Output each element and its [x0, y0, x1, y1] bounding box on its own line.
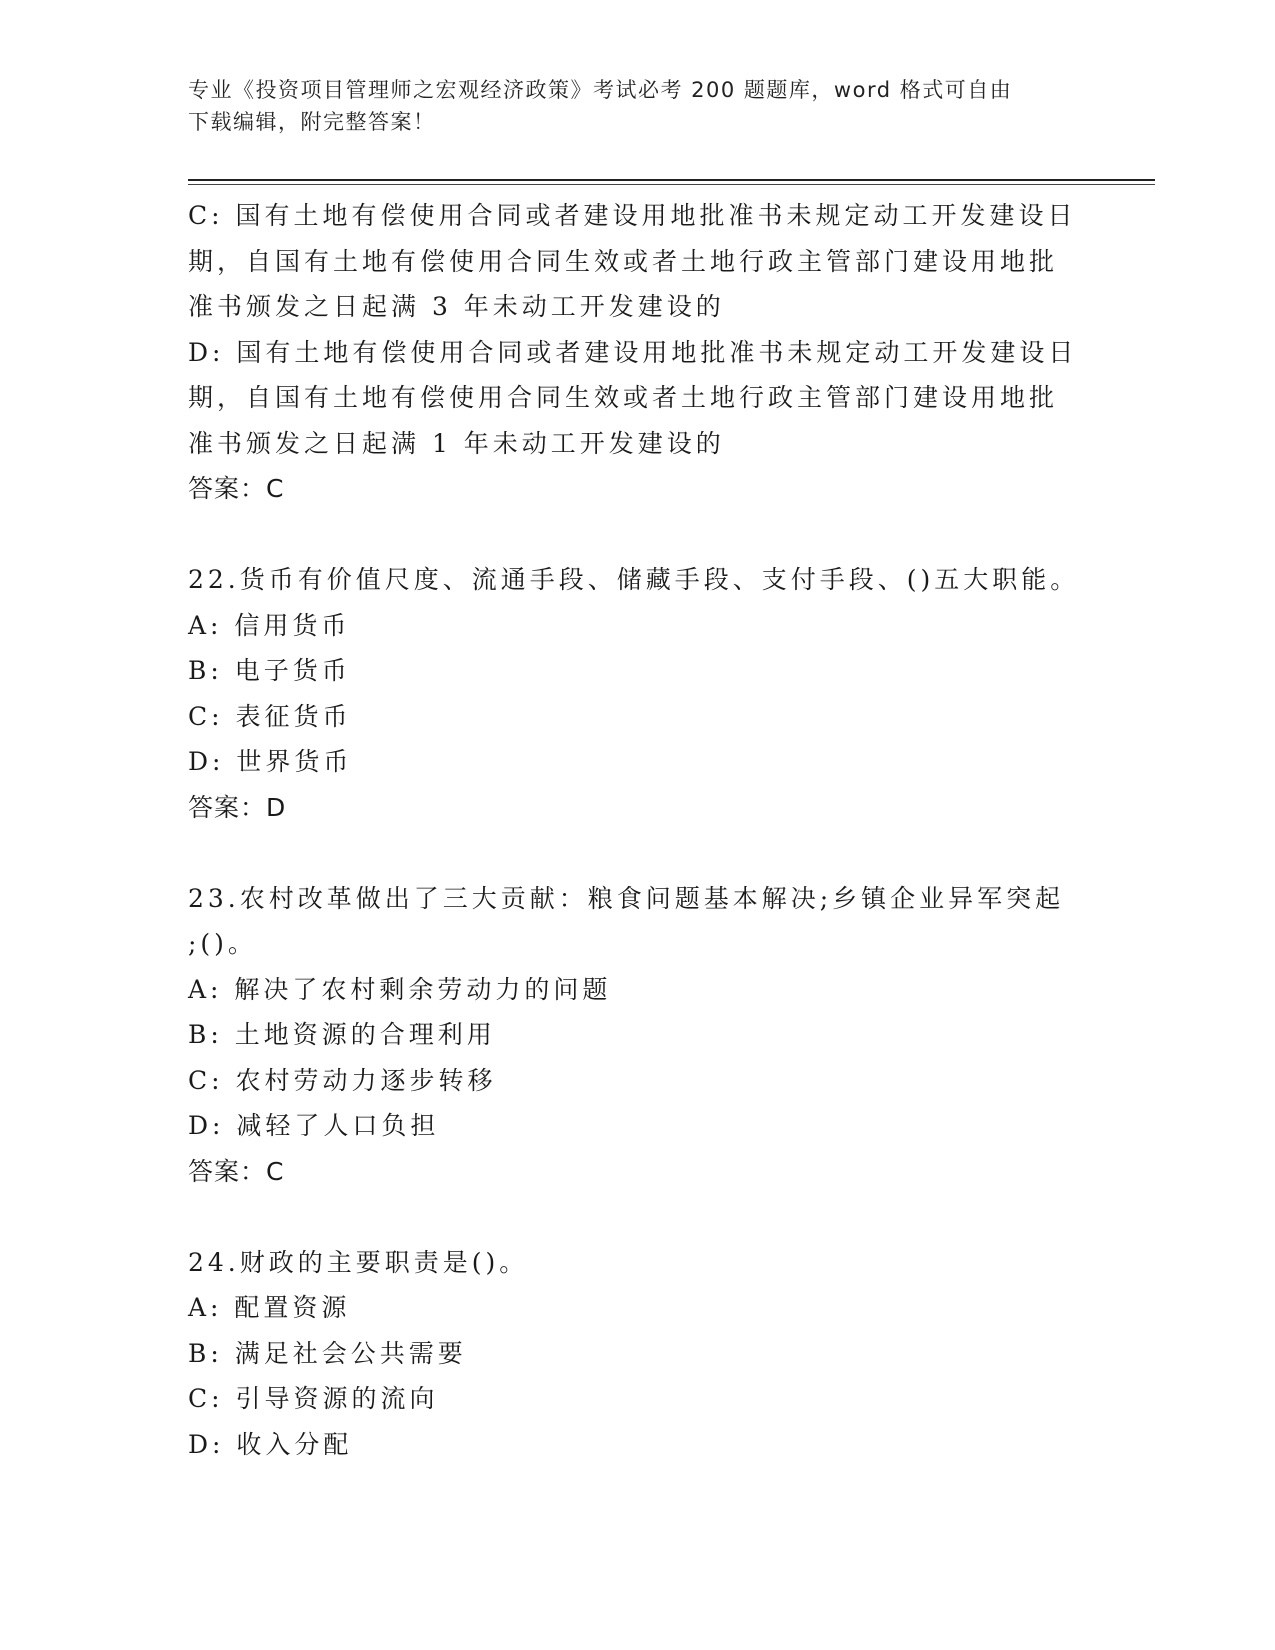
answer-line: 答案：D [188, 792, 287, 822]
option-c-line: 期，自国有土地有偿使用合同生效或者土地行政主管部门建设用地批 [188, 246, 1059, 276]
option-c-line: C: 国有土地有偿使用合同或者建设用地批准书未规定动工开发建设日 [188, 201, 1077, 230]
option-d: D: 减轻了人口负担 [188, 1111, 440, 1140]
question-23 [188, 876, 1078, 1195]
option-c: C: 引导资源的流向 [188, 1384, 439, 1413]
option-d: D: 收入分配 [188, 1429, 353, 1459]
option-d: D: 世界货币 [188, 747, 353, 776]
question-stem: 22.货币有价值尺度、流通手段、储藏手段、支付手段、()五大职能。 [188, 565, 1080, 594]
question-24 [188, 1240, 1078, 1468]
option-b: B: 电子货币 [188, 656, 351, 685]
question-stem: 24.财政的主要职责是()。 [188, 1247, 529, 1277]
header-line: 专业《投资项目管理师之宏观经济政策》考试必考 200 题题库，word 格式可自由 [188, 78, 1013, 102]
option-b: B: 满足社会公共需要 [188, 1338, 467, 1368]
question-stem: 23.农村改革做出了三大贡献：粮食问题基本解决;乡镇企业异军突起 [188, 883, 1065, 913]
answer-line: 答案：C [188, 1156, 285, 1186]
answer-line: 答案：C [188, 474, 285, 503]
document-header [188, 74, 1068, 138]
header-line: 下载编辑，附完整答案！ [188, 110, 436, 134]
option-d-line: D: 国有土地有偿使用合同或者建设用地批准书未规定动工开发建设日 [188, 337, 1078, 367]
option-b: B: 土地资源的合理利用 [188, 1020, 496, 1049]
option-a: A: 配置资源 [188, 1293, 351, 1322]
option-d-line: 准书颁发之日起满 1 年未动工开发建设的 [188, 428, 725, 458]
question-22 [188, 557, 1078, 830]
option-c: C: 农村劳动力逐步转移 [188, 1065, 497, 1095]
option-a: A: 解决了农村剩余劳动力的问题 [188, 974, 612, 1004]
option-a: A: 信用货币 [188, 610, 351, 640]
option-c-line: 准书颁发之日起满 3 年未动工开发建设的 [188, 292, 725, 321]
question-content [188, 193, 1078, 1467]
header-divider [188, 179, 1155, 181]
header-divider-thin [188, 184, 1155, 185]
option-c: C: 表征货币 [188, 701, 352, 731]
question-stem: ;()。 [188, 929, 257, 958]
question-21-tail [188, 193, 1078, 512]
option-d-line: 期，自国有土地有偿使用合同生效或者土地行政主管部门建设用地批 [188, 383, 1059, 412]
